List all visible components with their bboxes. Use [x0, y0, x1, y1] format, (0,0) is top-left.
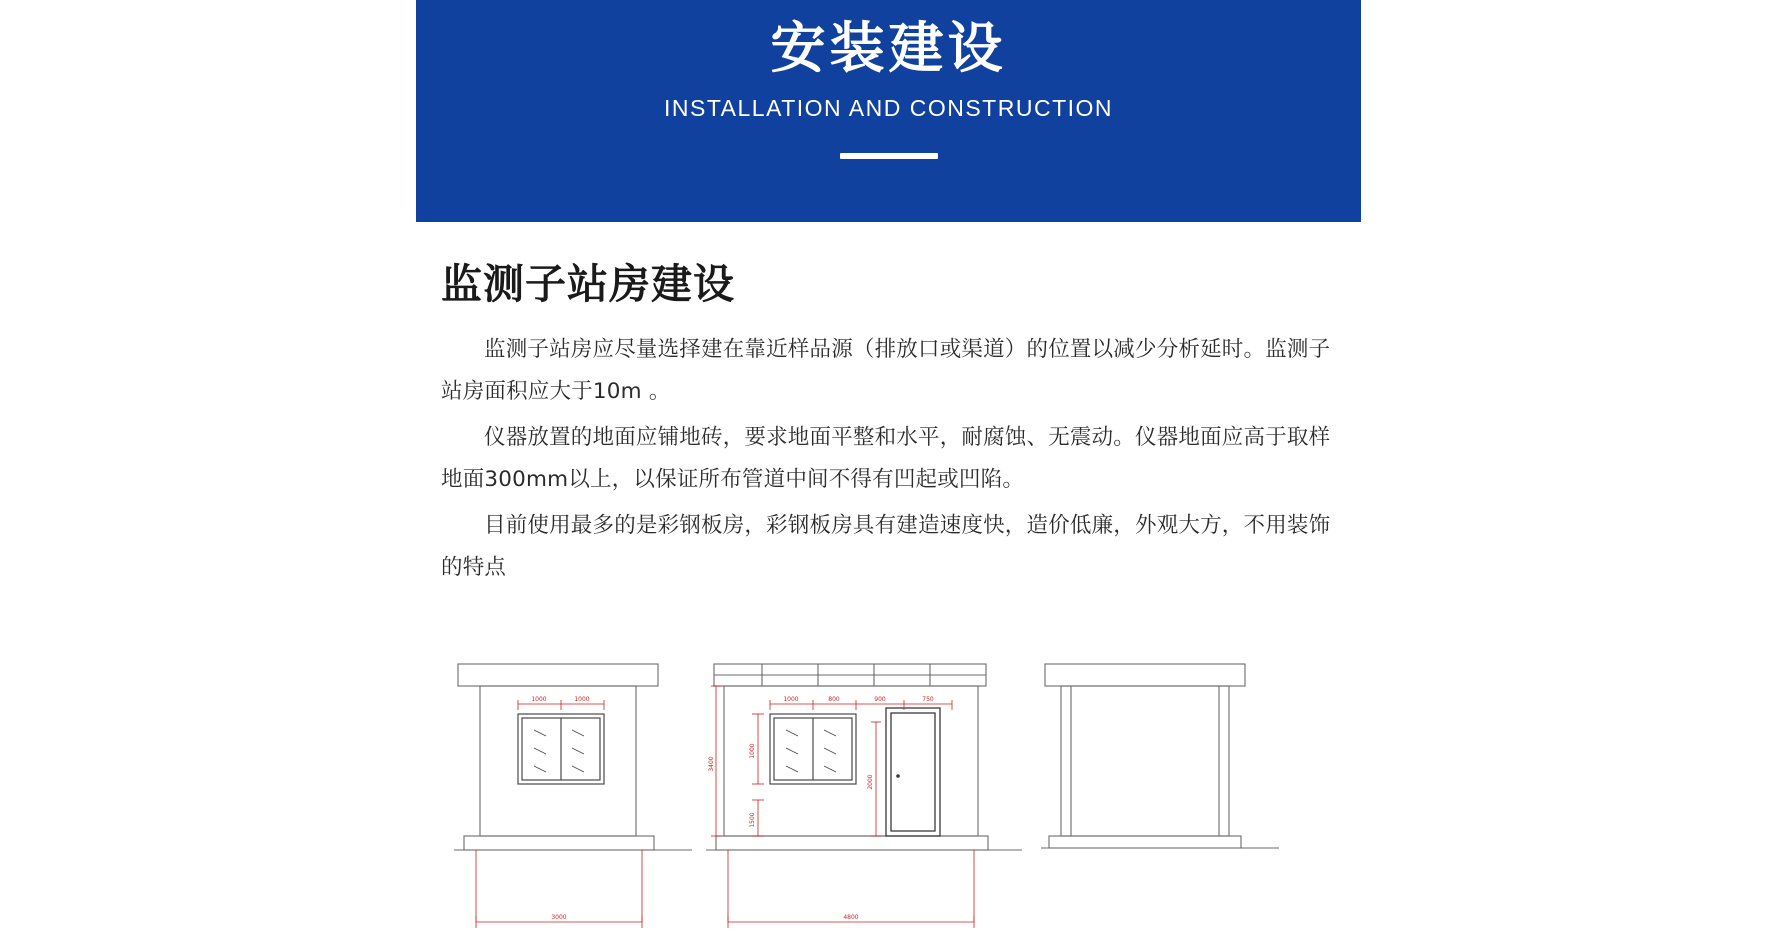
dim-seg3: 900 — [874, 696, 886, 703]
banner-title: 安装建设 — [770, 16, 1007, 80]
side-elevation-drawing — [706, 660, 1026, 943]
dim-seg4: 750 — [922, 696, 934, 703]
article-body — [441, 258, 1341, 589]
rear-elevation-drawing — [1041, 660, 1291, 943]
dim-base-width-2: 4800 — [843, 914, 859, 921]
dim-window-right: 1000 — [574, 696, 590, 703]
dim-door-height: 2000 — [867, 774, 874, 790]
paragraph-1: 监测子站房应尽量选择建在靠近样品源（排放口或渠道）的位置以减少分析延时。监测子站房面积应大于10m 。 — [441, 337, 1331, 405]
paragraph-2: 仪器放置的地面应铺地砖，要求地面平整和水平，耐腐蚀、无震动。仪器地面应高于取样地面300mm以上，以保证所布管道中间不得有凹起或凹陷。 — [441, 425, 1331, 493]
dim-total-height: 3400 — [708, 756, 715, 772]
banner-subtitle: INSTALLATION AND CONSTRUCTION — [663, 94, 1114, 121]
dim-seg1: 1000 — [783, 696, 799, 703]
dim-sill-height: 1500 — [749, 812, 756, 828]
dim-base-width: 3000 — [551, 914, 567, 921]
dim-window-height: 1000 — [749, 743, 756, 759]
dim-seg2: 800 — [828, 696, 840, 703]
dim-window-left: 1000 — [531, 696, 547, 703]
banner-divider — [840, 153, 938, 159]
section-banner — [416, 0, 1361, 222]
front-elevation-drawing — [454, 660, 704, 943]
drawings-row — [416, 660, 1361, 943]
page-title: 监测子站房建设 — [441, 260, 735, 308]
paragraph-3: 目前使用最多的是彩钢板房，彩钢板房具有建造速度快，造价低廉，外观大方，不用装饰的特点 — [441, 513, 1331, 581]
